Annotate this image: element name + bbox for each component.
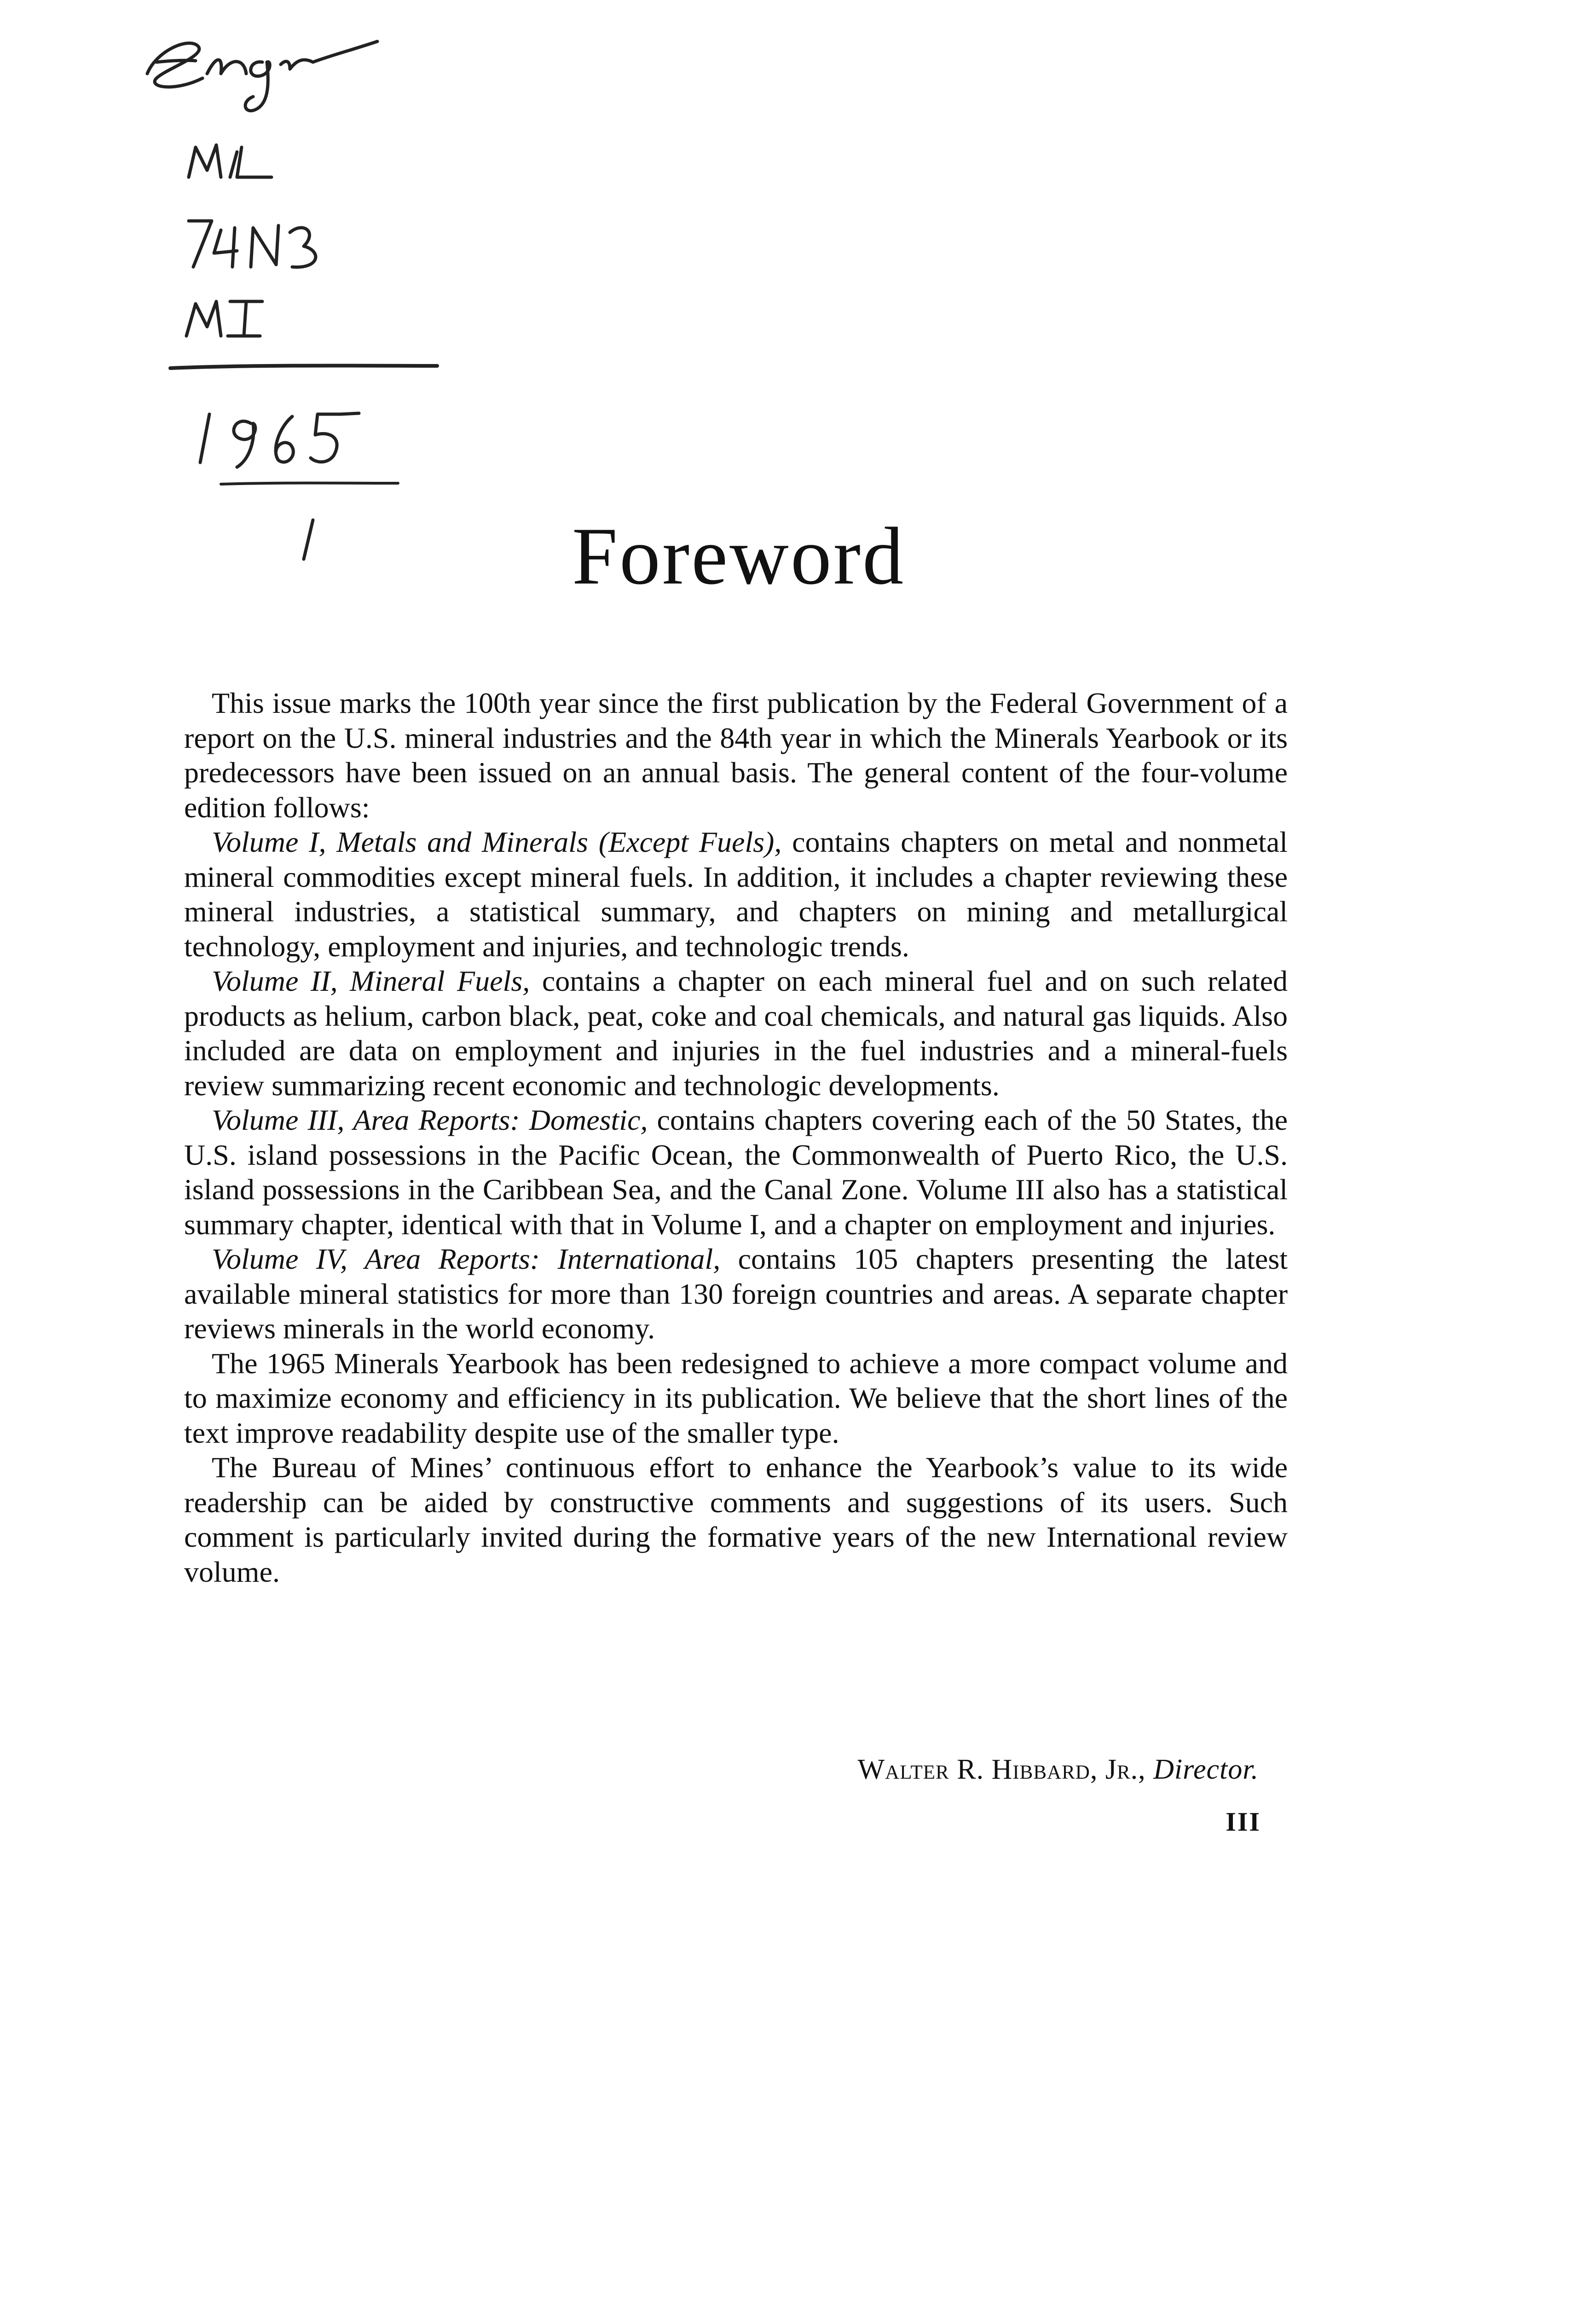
redesign-paragraph: The 1965 Minerals Yearbook has been redesigned to achieve a more compact volume and to maximize economy and efficiency in its publication. We believe that the short lines of the text improve readability despite use of the smaller type. <box>184 1347 1288 1449</box>
page-title: Foreword <box>572 510 906 601</box>
volume-3-title: Volume III, Area Reports: Domestic, <box>212 1104 648 1136</box>
intro-paragraph: This issue marks the 100th year since the first publication by the Federal Government of a report on the U.S. mineral industries and the 84th year in which the Minerals Yearbook or its predecessors have been issued on an annual basis. The general content of the four-volume edition follows: <box>184 687 1288 824</box>
volume-1-text: contains chapters on metal and nonmetal mineral commodities except mineral fuels. In addition, it includes a chapter reviewing these mineral industries, a statistical summary, and chapters on mining and metallurgical technology, employment and injuries, and technologic trends. <box>184 826 1288 963</box>
volume-4-text: contains 105 chapters presenting the latest available mineral statistics for more than 130 foreign countries and areas. A separate chapter reviews minerals in the world economy. <box>184 1243 1288 1345</box>
signature-line <box>759 1753 1259 1786</box>
volume-2-text: contains a chapter on each mineral fuel and on such related products as helium, carbon black, peat, coke and coal chemicals, and natural gas liquids. Also included are data on employment and injuries in the fuel industries and a mineral-fuels review summarizing recent economic and technologic developments. <box>184 965 1288 1102</box>
volume-4-title: Volume IV, Area Reports: International, <box>212 1243 721 1275</box>
volume-2-paragraph <box>184 964 1288 1103</box>
signatory-role: Director. <box>1153 1754 1259 1785</box>
foreword-body <box>184 686 1288 1589</box>
volume-3-paragraph <box>184 1103 1288 1242</box>
volume-1-paragraph <box>184 825 1288 964</box>
handwritten-call-number <box>138 18 460 561</box>
volume-3-text: contains chapters covering each of the 50 States, the U.S. island possessions in the Pacific Ocean, the Commonwealth of Puerto Rico, the U.S. island possessions in the Caribbean Sea, and the Canal Zone. Volume III also has a statistical summary chapter, identical with that in Volume I, and a chapter on employment and injuries. <box>184 1104 1288 1241</box>
volume-2-title: Volume II, Mineral Fuels, <box>212 965 530 997</box>
volume-4-paragraph <box>184 1242 1288 1346</box>
page-number: III <box>1226 1807 1261 1837</box>
closing-paragraph: The Bureau of Mines’ continuous effort to enhance the Yearbook’s value to its wide readership can be aided by constructive comments and suggestions of its users. Such comment is particularly invited during the formative years of the new International review volume. <box>184 1451 1288 1588</box>
volume-1-title: Volume I, Metals and Minerals (Except Fuels), <box>212 826 782 858</box>
signatory-name: Walter R. Hibbard, Jr., <box>857 1754 1146 1785</box>
